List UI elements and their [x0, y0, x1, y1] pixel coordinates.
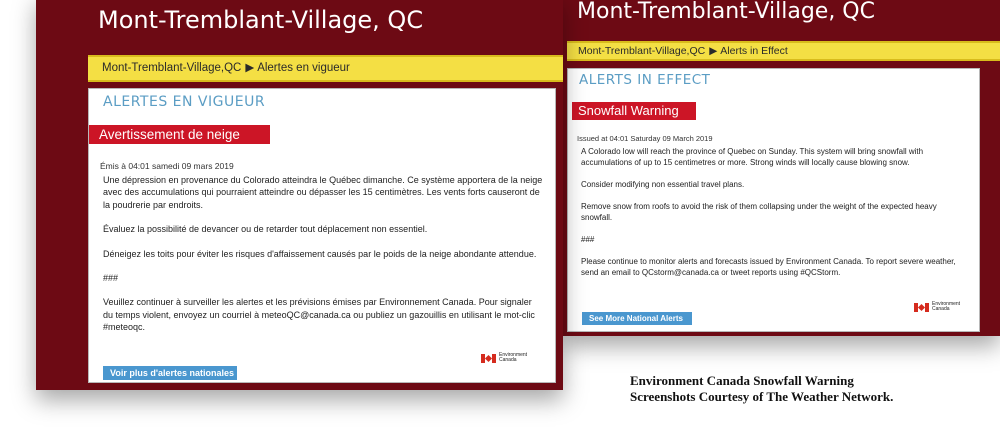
french-alert-screenshot — [36, 0, 563, 390]
alert-paragraph: Une dépression en provenance du Colorado atteindra le Québec dimanche. Ce système apportera de la neige avec des accumulations qui pourraient atteindre ou dépasser les 15 centimètres. Les vents forts causeront de la poudrerie par endroits. — [103, 175, 543, 210]
see-more-national-alerts-button[interactable]: See More National Alerts — [582, 312, 692, 325]
page-title: Mont-Tremblant-Village, QC — [577, 0, 875, 24]
alerts-heading: ALERTES EN VIGUEUR — [103, 94, 266, 110]
page-title: Mont-Tremblant-Village, QC — [98, 6, 424, 34]
breadcrumb-current: Alertes en vigueur — [257, 62, 350, 74]
issued-time: Issued at 04:01 Saturday 09 March 2019 — [577, 134, 713, 143]
english-alert-screenshot — [562, 0, 1000, 336]
alert-paragraph: Veuillez continuer à surveiller les alertes et les prévisions émises par Environnement Canada. Pour signaler du temps violent, envoyez un courriel à meteoQC@canada.ca ou publiez un gazouillis en utilisant le mot-clic #meteoqc. — [103, 297, 535, 333]
environment-canada-logo: Environment Canada — [481, 353, 527, 363]
alert-body — [103, 174, 543, 334]
alert-paragraph: Déneigez les toits pour éviter les risques d'affaissement causés par le poids de la neige abondante attendue. — [103, 248, 537, 259]
warning-title: Avertissement de neige — [89, 125, 270, 144]
alert-paragraph: Consider modifying non essential travel plans. — [581, 180, 745, 189]
caption-line-2: Screenshots Courtesy of The Weather Network. — [630, 389, 894, 404]
alert-panel — [567, 68, 980, 332]
breadcrumb-arrow-icon: ▶ — [709, 45, 718, 57]
alert-paragraph: ### — [103, 273, 119, 284]
alert-paragraph: ### — [581, 235, 595, 244]
breadcrumb — [567, 41, 1000, 61]
caption — [630, 373, 920, 405]
alert-paragraph: A Colorado low will reach the province of Quebec on Sunday. This system will bring snowfall with accumulations of up to 15 centimetres or more. Strong winds will locally cause blowing snow. — [581, 147, 924, 167]
alert-paragraph: Évaluez la possibilité de devancer ou de retarder tout déplacement non essentiel. — [103, 224, 428, 235]
voir-plus-alertes-button[interactable]: Voir plus d'alertes nationales — [103, 366, 237, 380]
issued-time: Émis à 04:01 samedi 09 mars 2019 — [100, 161, 234, 171]
environment-canada-logo: Environment Canada — [914, 302, 960, 312]
alerts-heading: ALERTS IN EFFECT — [579, 72, 711, 88]
canada-flag-icon — [481, 354, 496, 363]
canada-flag-icon — [914, 303, 929, 312]
breadcrumb-location-link[interactable]: Mont-Tremblant-Village,QC — [102, 62, 242, 74]
alert-paragraph: Please continue to monitor alerts and forecasts issued by Environment Canada. To report severe weather, send an email to QCstorm@canada.ca or tweet reports using #QCStorm. — [581, 257, 956, 277]
warning-title: Snowfall Warning — [572, 102, 696, 120]
alert-body — [581, 146, 966, 278]
breadcrumb-current: Alerts in Effect — [720, 45, 788, 57]
breadcrumb — [88, 55, 563, 82]
alert-paragraph: Remove snow from roofs to avoid the risk of them collapsing under the weight of the expected heavy snowfall. — [581, 202, 937, 222]
breadcrumb-location-link[interactable]: Mont-Tremblant-Village,QC — [578, 45, 706, 57]
breadcrumb-arrow-icon: ▶ — [245, 62, 255, 74]
caption-line-1: Environment Canada Snowfall Warning — [630, 373, 854, 388]
alert-panel — [88, 88, 556, 383]
